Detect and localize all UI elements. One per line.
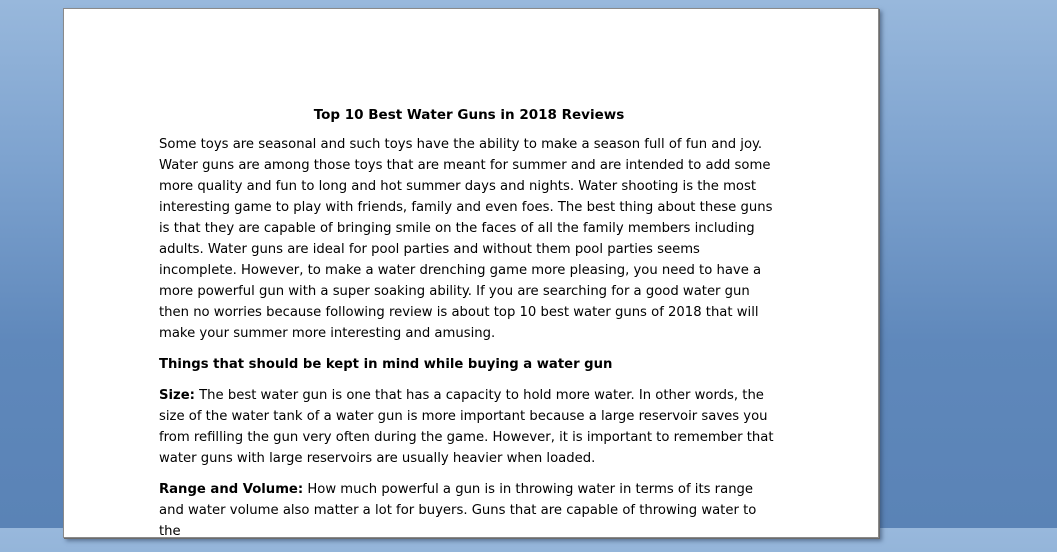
range-text: How much powerful a gun is in throwing water in terms of its range and water volume also matter a lot for buyers. Guns that are capable of throwing water to the [159,482,757,539]
document-title: Top 10 Best Water Guns in 2018 Reviews [313,107,625,123]
document-page[interactable] [63,8,879,538]
size-label: Size: [159,388,195,403]
range-label: Range and Volume: [159,482,304,497]
document-body[interactable] [159,105,779,552]
section-heading: Things that should be kept in mind while buying a water gun [159,357,613,372]
size-text: The best water gun is one that has a capacity to hold more water. In other words, the size of the water tank of a water gun is more important because a large reservoir saves you from refilling the gun very often during the game. However, it is important to remember that water guns with large reservoirs are usually heavier when loaded. [159,388,774,466]
range-paragraph [159,479,779,542]
intro-paragraph: Some toys are seasonal and such toys have the ability to make a season full of fun and joy. Water guns are among those toys that are meant for summer and are intended to add some more quality and fun to long and hot summer days and nights. Water shooting is the most interesting game to play with friends, family and even foes. The best thing about these guns is that they are capable of bringing smile on the faces of all the family members including adults. Water guns are ideal for pool parties and without them pool parties seems incomplete. However, to make a water drenching game more pleasing, you need to have a more powerful gun with a super soaking ability. If you are searching for a good water gun then no worries because following review is about top 10 best water guns of 2018 that will make your summer more interesting and amusing. [159,137,773,341]
size-paragraph [159,385,779,469]
